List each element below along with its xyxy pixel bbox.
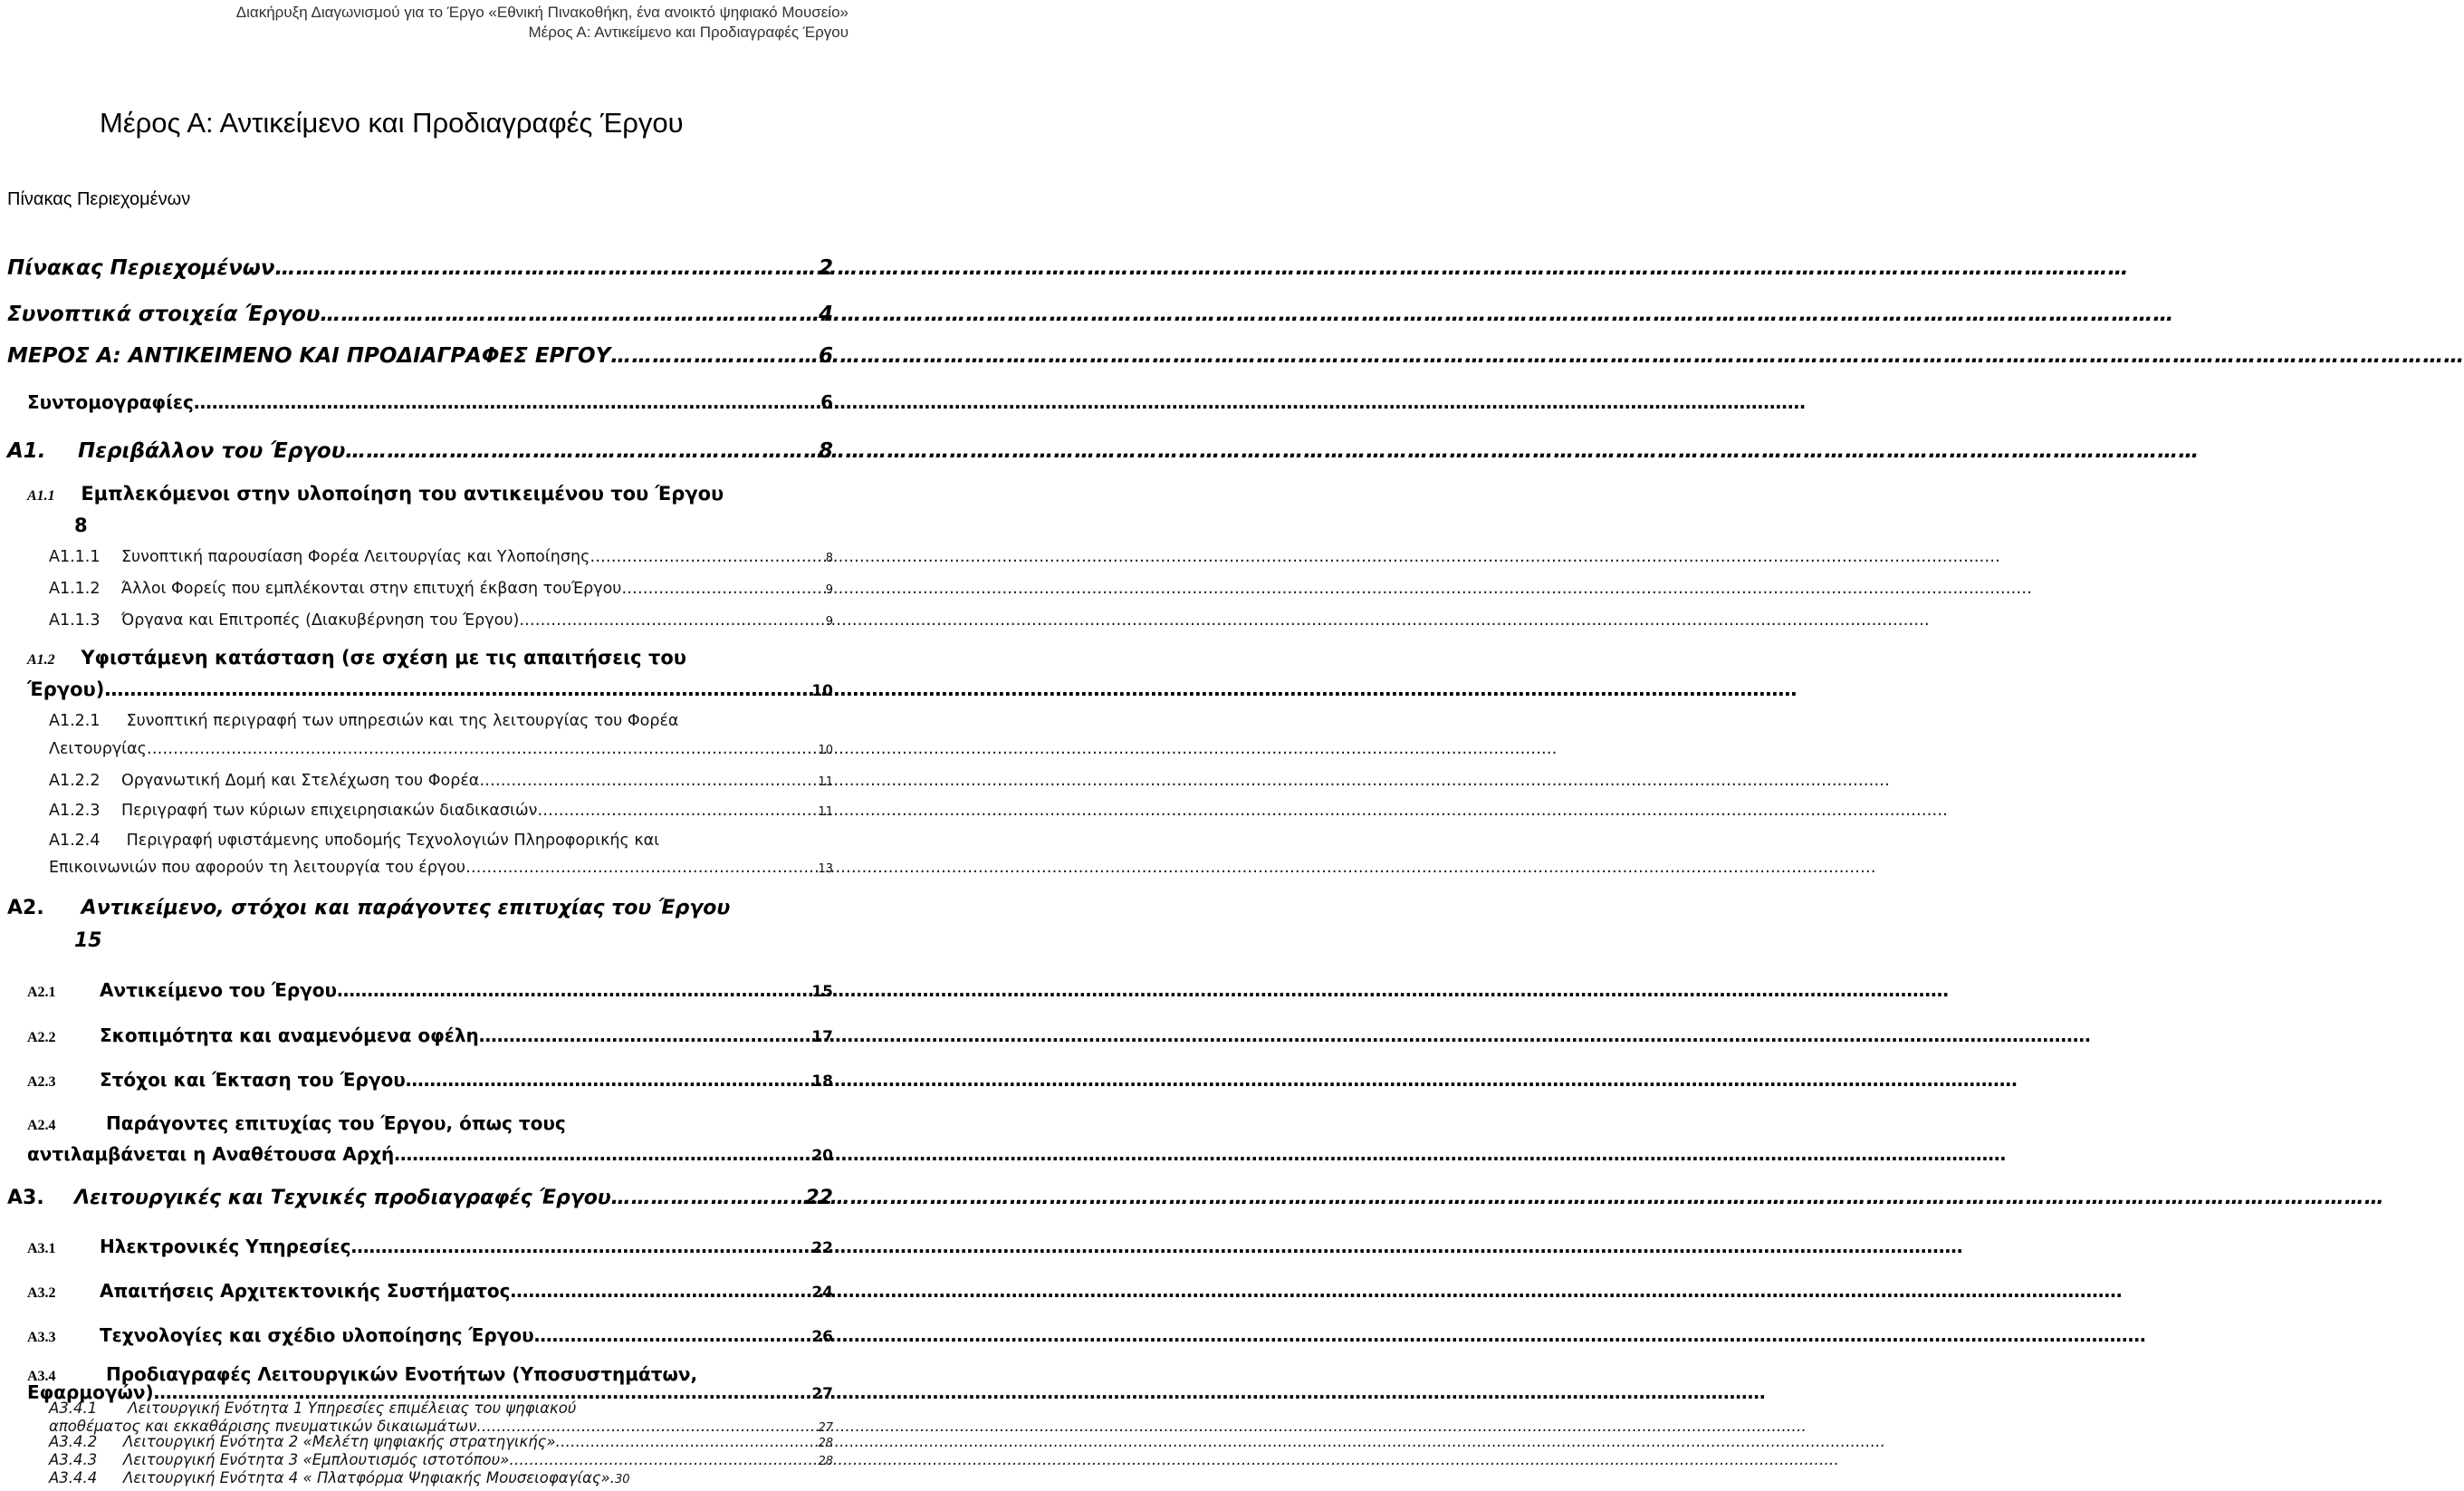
toc-entry-number: Α3.4	[27, 1369, 56, 1384]
toc-entry-text: Απαιτήσεις Αρχιτεκτονικής Συστήματος	[100, 1280, 511, 1302]
toc-entry-text: Συνοπτικά στοιχεία Έργου	[7, 303, 321, 326]
toc-leader-dots	[556, 1433, 819, 1450]
toc-entry-a1-1-3[interactable]	[49, 611, 833, 630]
toc-entry-text: ΜΕΡΟΣ Α: ΑΝΤΙΚΕΙΜΕΝΟ ΚΑΙ ΠΡΟΔΙΑΓΡΑΦΕΣ ΕΡΓΟΥ	[7, 344, 611, 368]
toc-entry-number: Α2.2	[27, 1030, 56, 1045]
toc-leader-dots	[147, 740, 819, 758]
toc-entry-text: Λειτουργική Ενότητα 2 «Μελέτη ψηφιακής στρατηγικής»	[123, 1433, 556, 1450]
toc-entry-page: 11	[818, 805, 833, 819]
toc-entry-page: 24	[811, 1284, 833, 1302]
toc-entry-text: Συνοπτική περιγραφή των υπηρεσιών και της λειτουργίας του Φορέα	[126, 712, 679, 730]
toc-entry-number: Α2.3	[27, 1074, 56, 1090]
toc-entry-a2-2[interactable]	[27, 1024, 833, 1046]
toc-entry-number: Α3.4.3	[49, 1451, 98, 1468]
toc-entry-page: 2	[818, 256, 833, 280]
toc-entry-number: Α1.2.1	[49, 712, 101, 730]
toc-heading: Πίνακας Περιεχομένων	[7, 189, 191, 209]
toc-entry-number: Α1.2.2	[49, 772, 101, 790]
toc-leader-dots	[509, 1451, 818, 1468]
toc-entry-page: 8	[818, 439, 833, 463]
toc-entry-page: 10	[811, 682, 833, 700]
toc-leader-dots	[465, 859, 818, 877]
toc-entry-a3-4-4[interactable]	[49, 1469, 833, 1486]
toc-entry-number: Α3.4.4	[49, 1469, 98, 1486]
toc-entry-number: Α3.4.2	[49, 1433, 98, 1450]
toc-entry-a2-page	[74, 929, 102, 952]
toc-entry-text: Οργανωτική Δομή και Στελέχωση του Φορέα	[121, 772, 480, 790]
toc-entry-text: Λειτουργική Ενότητα 1 Υπηρεσίες επιμέλειας του ψηφιακού	[128, 1400, 577, 1417]
toc-entry-a3-1[interactable]	[27, 1236, 833, 1257]
toc-leader-dots	[104, 678, 811, 700]
toc-entry-number: Α1.1.1	[49, 548, 101, 566]
toc-leader-dots	[394, 1143, 811, 1165]
toc-leader-dots	[590, 548, 825, 566]
toc-leader-dots	[621, 580, 825, 598]
toc-entry-a1-1-1[interactable]	[49, 548, 833, 566]
toc-entry-a1-2-4[interactable]	[49, 832, 846, 850]
toc-leader-dots	[274, 256, 819, 280]
toc-entry-page: 20	[811, 1147, 833, 1165]
toc-entry-text: Αντικείμενο, στόχοι και παράγοντες επιτυχίας του Έργου	[81, 897, 731, 919]
toc-entry-text: Στόχοι και Έκταση του Έργου	[100, 1069, 406, 1091]
toc-entry-a3-4-2[interactable]	[49, 1433, 833, 1450]
toc-entry-a2-1[interactable]	[27, 979, 833, 1001]
toc-entry-a1-2[interactable]	[27, 647, 842, 669]
header-part-title: Μέρος Α: Αντικείμενο και Προδιαγραφές Έργου	[528, 24, 848, 41]
toc-entry-a2-4[interactable]	[27, 1112, 842, 1134]
toc-entry-text-cont: Έργου)	[27, 678, 105, 700]
toc-entry-text: Τεχνολογίες και σχέδιο υλοποίησης Έργου	[100, 1324, 534, 1346]
toc-entry-number: Α3.4.1	[49, 1400, 98, 1417]
toc-entry-number: Α1.2.4	[49, 832, 101, 850]
toc-leader-dots	[194, 391, 820, 413]
toc-entry-page: 28	[818, 1437, 833, 1450]
toc-entry-a3-3[interactable]	[27, 1324, 833, 1346]
toc-leader-dots	[511, 1280, 812, 1302]
toc-entry-page: 9	[825, 583, 833, 597]
toc-leader-dots	[479, 772, 818, 790]
toc-leader-dots	[320, 303, 819, 326]
toc-entry-summary[interactable]	[7, 303, 833, 326]
toc-entry-a3-4-1[interactable]	[49, 1400, 846, 1417]
toc-leader-dots	[345, 439, 819, 463]
toc-entry-page: 22	[811, 1239, 833, 1257]
toc-entry-number: Α3.2	[27, 1285, 56, 1301]
toc-entry-page: 27	[811, 1385, 833, 1403]
toc-entry-a1-1-page	[74, 515, 88, 536]
toc-leader-dots	[519, 611, 825, 630]
toc-entry-text: Άλλοι Φορείς που εμπλέκονται στην επιτυχή έκβαση τουΈργου	[121, 580, 622, 598]
toc-entry-text-cont: Λειτουργίας	[49, 740, 147, 758]
toc-entry-number: Α3.3	[27, 1330, 56, 1345]
toc-entry-page: 11	[818, 775, 833, 789]
toc-entry-text-cont: Εφαρμογών)	[27, 1381, 154, 1403]
toc-entry-page: 9	[825, 615, 833, 629]
toc-entry-number: Α1.1.2	[49, 580, 101, 598]
toc-entry-number: Α3.1	[27, 1241, 56, 1256]
toc-entry-number: Α2.	[7, 897, 44, 919]
toc-entry-a1-1[interactable]	[27, 483, 842, 505]
toc-entry-page: 4	[818, 303, 833, 326]
toc-entry-a1-2-4-cont	[49, 859, 833, 877]
toc-entry-text: Όργανα και Επιτροπές (Διακυβέρνηση του Έργου)	[121, 611, 520, 630]
toc-entry-a1-2-1-cont	[49, 740, 833, 758]
toc-entry-text: Αντικείμενο του Έργου	[100, 979, 338, 1001]
toc-entry-number: Α3.	[7, 1187, 44, 1209]
toc-entry-text: Πίνακας Περιεχομένων	[7, 256, 275, 280]
toc-entry-contents[interactable]	[7, 256, 833, 280]
toc-entry-a3-2[interactable]	[27, 1280, 833, 1302]
toc-entry-a2-3[interactable]	[27, 1069, 833, 1091]
toc-leader-dots	[534, 1324, 812, 1346]
toc-entry-abbreviations[interactable]	[27, 391, 833, 413]
toc-entry-page: 15	[811, 983, 833, 1001]
toc-entry-page: 13	[818, 862, 833, 876]
toc-leader-dots	[537, 802, 818, 820]
toc-leader-dots	[610, 344, 819, 368]
toc-entry-page: 8	[74, 515, 88, 536]
toc-entry-text: Συντομογραφίες	[27, 391, 194, 413]
toc-entry-text: Λειτουργική Ενότητα 3 «Εμπλουτισμός ιστοτόπου»	[123, 1451, 510, 1468]
toc-entry-page: 26	[811, 1328, 833, 1346]
toc-entry-text: Προδιαγραφές Λειτουργικών Ενοτήτων (Υποσυστημάτων,	[105, 1363, 698, 1385]
toc-entry-a1-2-cont	[27, 678, 833, 700]
toc-entry-text: Υφιστάμενη κατάσταση (σε σχέση με τις απαιτήσεις του	[81, 647, 686, 669]
toc-entry-a3[interactable]	[7, 1187, 833, 1209]
toc-entry-a2-4-cont	[27, 1143, 833, 1165]
toc-entry-text: Παράγοντες επιτυχίας του Έργου, όπως τους	[105, 1112, 566, 1134]
toc-entry-text: Ηλεκτρονικές Υπηρεσίες	[100, 1236, 351, 1257]
toc-entry-page: 10	[818, 744, 833, 757]
toc-entry-number: Α2.1	[27, 985, 56, 1000]
toc-entry-text-cont: αντιλαμβάνεται η Αναθέτουσα Αρχή	[27, 1143, 395, 1165]
toc-entry-number: Α1.1	[27, 488, 55, 504]
page-title: Μέρος Α: Αντικείμενο και Προδιαγραφές Έργου	[100, 107, 684, 139]
toc-entry-text: Περιβάλλον του Έργου	[78, 439, 346, 463]
toc-entry-page: 30	[614, 1473, 630, 1486]
toc-entry-page: 15	[74, 929, 102, 952]
toc-entry-part-a[interactable]	[7, 344, 833, 368]
toc-entry-page: 6	[820, 391, 833, 413]
toc-entry-a1-2-2[interactable]	[49, 772, 833, 790]
toc-entry-a1-2-1[interactable]	[49, 712, 846, 730]
toc-entry-number: Α1.	[7, 439, 46, 463]
toc-leader-dots	[406, 1069, 812, 1091]
toc-entry-a1-2-3[interactable]	[49, 802, 833, 820]
toc-entry-page: 28	[818, 1455, 833, 1468]
toc-entry-text: Λειτουργικές και Τεχνικές προδιαγραφές Έργου	[74, 1187, 611, 1209]
toc-entry-text: Περιγραφή υφιστάμενης υποδομής Τεχνολογιών Πληροφορικής και	[126, 832, 660, 850]
toc-leader-dots	[350, 1236, 811, 1257]
toc-entry-a2[interactable]	[7, 897, 840, 919]
header-document-title: Διακήρυξη Διαγωνισμού για το Έργο «Εθνική Πινακοθήκη, ένα ανοικτό ψηφιακό Μουσείο»	[235, 4, 848, 21]
toc-entry-text: Εμπλεκόμενοι στην υλοποίηση του αντικειμένου του Έργου	[81, 483, 724, 505]
toc-entry-text: Λειτουργική Ενότητα 4 « Πλατφόρμα Ψηφιακής Μουσειοφαγίας».	[123, 1469, 615, 1486]
toc-entry-number: Α1.1.3	[49, 611, 101, 630]
toc-entry-page: 18	[811, 1073, 833, 1091]
toc-entry-page: 8	[825, 552, 833, 565]
toc-entry-text: Περιγραφή των κύριων επιχειρησιακών διαδικασιών	[121, 802, 538, 820]
toc-entry-number: Α1.2.3	[49, 802, 101, 820]
toc-leader-dots	[611, 1187, 806, 1209]
toc-entry-text-cont: Επικοινωνιών που αφορούν τη λειτουργία του έργου	[49, 859, 466, 877]
toc-entry-number: Α2.4	[27, 1118, 56, 1133]
toc-leader-dots	[337, 979, 811, 1001]
toc-leader-dots	[479, 1024, 812, 1046]
toc-entry-a1-1-2[interactable]	[49, 580, 833, 598]
toc-entry-text-cont: αποθέματος και εκκαθάρισης πνευματικών δικαιωμάτων	[49, 1418, 477, 1435]
toc-entry-number: Α1.2	[27, 652, 55, 668]
toc-entry-page: 6	[818, 344, 833, 368]
toc-entry-text: Σκοπιμότητα και αναμενόμενα οφέλη	[100, 1024, 479, 1046]
toc-entry-page: 27	[818, 1421, 833, 1435]
toc-entry-a3-4-3[interactable]	[49, 1451, 833, 1468]
toc-entry-text: Συνοπτική παρουσίαση Φορέα Λειτουργίας και Υλοποίησης	[121, 548, 590, 566]
toc-entry-a1[interactable]	[7, 439, 833, 463]
toc-entry-page: 22	[805, 1187, 833, 1209]
toc-entry-page: 17	[811, 1028, 833, 1046]
